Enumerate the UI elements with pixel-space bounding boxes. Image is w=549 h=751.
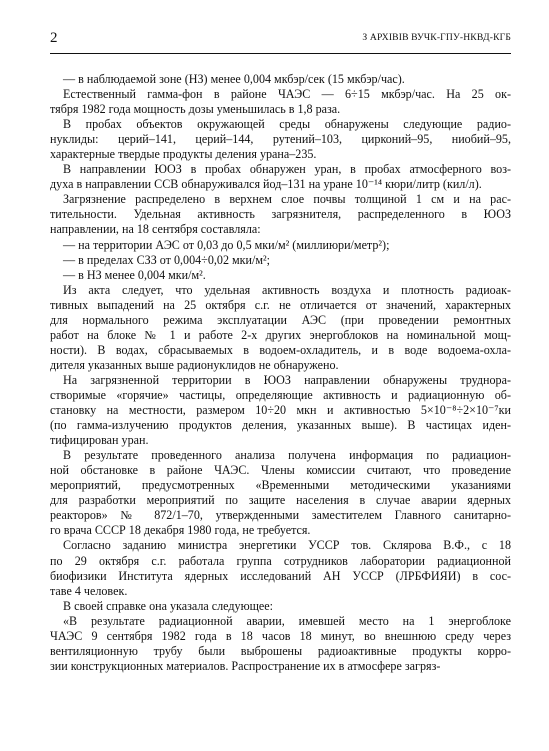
- text-line: В направлении ЮОЗ в пробах обнаружен уран, в пробах атмосферного воз-: [63, 162, 511, 177]
- text-line: «В результате радиационной аварии, имевшей место на 1 энергоблоке: [63, 613, 511, 628]
- text-line: — в пределах СЗЗ от 0,004÷0,02 мки/м²;: [63, 252, 271, 267]
- text-line: тивных выпадений на 25 октября с.г. не отличается от значений, характерных: [50, 297, 511, 312]
- text-line: Загрязнение распределено в верхнем слое почвы толщиной 1 см и на рас-: [63, 192, 511, 207]
- text-line: ности). В водах, сбрасываемых в водоем-охладитель, и в воде водоема-охла-: [50, 342, 511, 357]
- text-line: для нормального режима эксплуатации АЭС (при проведении ремонтных: [50, 312, 511, 327]
- text-line: В своей справке она указала следующее:: [63, 598, 274, 613]
- text-line: тительности. Удельная активность загрязнителя, распределенного в ЮОЗ: [50, 207, 511, 222]
- text-line: В результате проведенного анализа получена информация по радиацион-: [63, 448, 511, 463]
- text-line: работ на блоке № 1 и работе 2-х других энергоблоков на номинальной мощ-: [50, 327, 511, 342]
- text-line: таве 4 человек.: [50, 583, 128, 598]
- page-number: 2: [50, 30, 58, 46]
- text-line: створимые «горячие» частицы, определяющие активность и радиационную об-: [50, 387, 511, 402]
- text-line: ной обстановке в районе ЧАЭС. Члены комиссии считают, что проведение: [50, 463, 511, 478]
- text-line: характерные твердые продукты деления урана–235.: [50, 147, 317, 162]
- text-line: биофизики Института ядерных исследований АН УССР (ЛРБФИЯИ) в сос-: [50, 568, 511, 583]
- body-text: [50, 72, 511, 674]
- text-line: — в НЗ менее 0,004 мки/м².: [63, 267, 206, 282]
- text-line: — на территории АЭС от 0,03 до 0,5 мки/м² (миллиюри/метр²);: [63, 237, 390, 252]
- text-line: На загрязненной территории в ЮОЗ направлении обнаружены трудноpа-: [63, 372, 511, 387]
- text-line: В пробах объектов окружающей среды обнаружены следующие радио-: [63, 117, 511, 132]
- text-line: — в наблюдаемой зоне (НЗ) менее 0,004 мкбэр/сек (15 мкбэр/час).: [63, 72, 405, 86]
- text-line: духа в направлении ССВ обнаруживался йод–131 на уране 10⁻¹⁴ кюри/литр (кил/л).: [50, 177, 482, 192]
- text-line: го врача СССР 18 декабря 1980 года, не требуется.: [50, 523, 311, 538]
- text-line: тифицирован уран.: [50, 433, 149, 448]
- text-line: дителя указанных выше радионуклидов не обнаружено.: [50, 357, 339, 372]
- text-line: реакторов» № 872/1–70, утвержденными заместителем Главного санитарно-: [50, 508, 511, 523]
- header-rule: [50, 53, 511, 54]
- text-line: направлении, на 18 сентября составляла:: [50, 222, 261, 237]
- text-line: Согласно заданию министра энергетики УССР тов. Склярова В.Ф., с 18: [63, 538, 511, 553]
- text-line: становку на местности, размером 10÷20 мкн и активностью 5×10⁻⁸÷2×10⁻⁷ки: [50, 403, 511, 418]
- text-line: вентиляционную трубу были выброшены радиоактивные продукты корро-: [50, 643, 511, 658]
- running-title: З АРХІВІВ ВУЧК-ГПУ-НКВД-КГБ: [362, 32, 511, 43]
- text-line: ЧАЭС 9 сентября 1982 года в 18 часов 18 минут, во внешнюю среду через: [50, 628, 511, 643]
- text-line: Из акта следует, что удельная активность воздуха и плотность радиоак-: [63, 282, 511, 297]
- text-line: для разработки мероприятий по защите населения в случае аварии ядерных: [50, 493, 511, 508]
- text-line: нуклиды: церий–141, церий–144, рутений–103, цирконий–95, ниобий–95,: [50, 132, 511, 147]
- text-line: Естественный гамма-фон в районе ЧАЭС — 6÷15 мкбэр/час. На 25 ок-: [63, 87, 511, 102]
- text-line: зии конструкционных материалов. Распространение их в атмосфере загряз-: [50, 658, 441, 673]
- text-line: (по гамма-излучению продуктов деления, указанных выше). В частицах иден-: [50, 418, 511, 433]
- text-line: по 29 октября с.г. работала группа сотрудников лаборатории радиационной: [50, 553, 511, 568]
- page-header: [50, 27, 511, 49]
- text-line: мероприятий, предусмотренных «Временными методическими указаниями: [50, 478, 511, 493]
- text-line: тября 1982 года мощность дозы уменьшилась в 1,8 раза.: [50, 102, 341, 117]
